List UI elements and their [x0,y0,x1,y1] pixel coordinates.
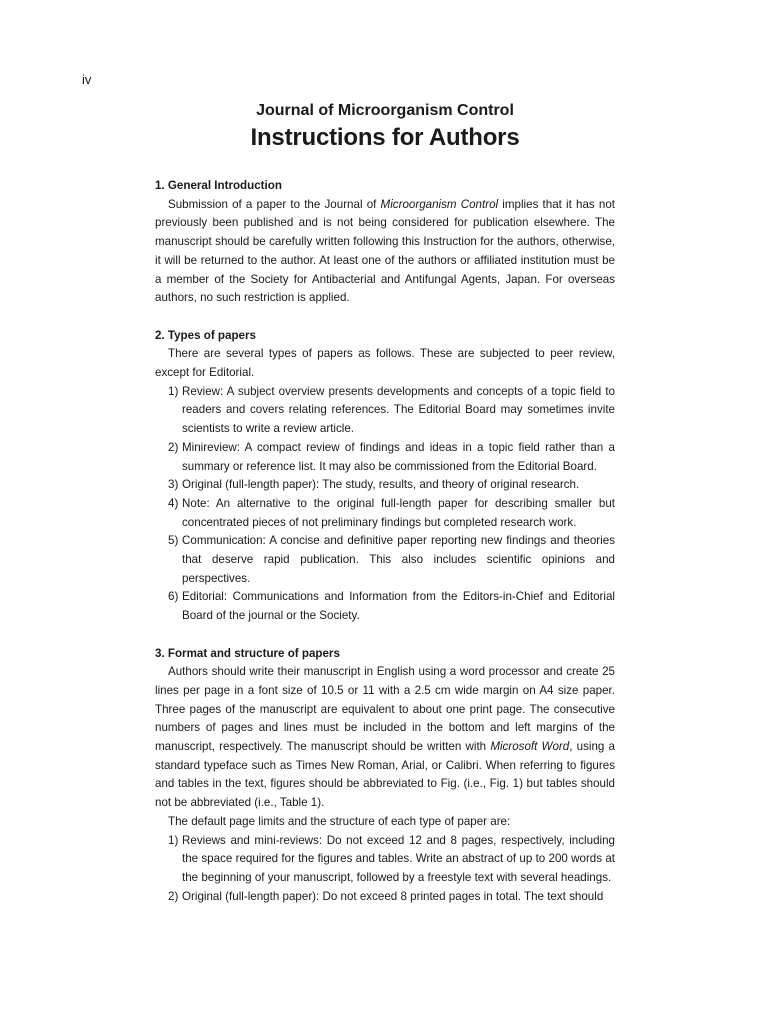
list-item [155,439,615,476]
list-number: 1) [168,384,179,398]
section-general-introduction [155,177,615,308]
list-number: 1) [168,833,179,847]
section-heading: 1. General Introduction [155,179,282,192]
list-text: Review: A subject overview presents developments and concepts of a topic field to readers and covers relating references. The Editorial Board may sometimes invite scientists to write a review article. [182,384,615,436]
section-format-and-structure [155,645,615,907]
list-item [155,383,615,439]
paragraph [155,663,615,813]
list-number: 6) [168,590,179,604]
paper-types-list [155,383,615,626]
text-run: implies that it has not previously been published and is not being considered for publication elsewhere. The manuscript should be carefully written following this Instruction for the authors, otherwise, it will be returned to the author. At least one of the authors or affiliated institution must be a member of the Society for Antibacterial and Antifungal Agents, Japan. For overseas authors, no such restriction is applied. [155,197,615,305]
section-types-of-papers [155,327,615,626]
list-item [155,532,615,588]
list-text: Editorial: Communications and Information from the Editors-in-Chief and Editorial Board of the journal or the Society. [182,590,615,623]
text-run: Authors should write their manuscript in English using a word processor and create 25 lines per page in a font size of 10.5 or 11 with a 2.5 cm wide margin on A4 size paper. Three pages of the manuscript are equivalent to about one print page. The consecutive numbers of pages and lines must be included in the bottom and left margins of the manuscript, respectively. The manuscript should be written with [155,665,615,754]
list-item [155,588,615,625]
list-number: 5) [168,534,179,548]
journal-name-italic: Microorganism Control [380,197,499,211]
journal-title: Journal of Microorganism Control [256,102,514,119]
paragraph: The default page limits and the structure of each type of paper are: [168,814,511,828]
document-body [155,177,615,906]
software-name-italic: Microsoft Word [490,740,570,754]
text-run: Submission of a paper to the Journal of [168,197,381,211]
list-item [155,476,615,495]
list-text: Communication: A concise and definitive paper reporting new findings and theories that deserve rapid publication. This also includes scientific opinions and perspectives. [182,534,615,585]
list-item [155,495,615,532]
list-item [155,832,615,888]
page-limits-list [155,832,615,907]
page-number: iv [82,72,92,87]
paragraph: There are several types of papers as follows. These are subjected to peer review, except for Editorial. [155,347,615,380]
page-title: Instructions for Authors [250,124,520,151]
section-heading: 2. Types of papers [155,328,256,342]
text-run: , using a standard typeface such as Times New Roman, Arial, or Calibri. When referring to figures and tables in the text, figures should be abbreviated to Fig. (i.e., Fig. 1) but tables should not be abbreviated (i.e., Table 1). [155,740,615,810]
list-text: Original (full-length paper): Do not exceed 8 printed pages in total. The text should [182,889,604,903]
list-number: 2) [168,889,179,903]
list-text: Minireview: A compact review of findings and ideas in a topic field rather than a summary or reference list. It may also be commissioned from the Editorial Board. [182,440,615,473]
list-number: 4) [168,496,179,510]
paragraph [155,196,615,308]
list-text: Reviews and mini-reviews: Do not exceed 12 and 8 pages, respectively, including the space required for the figures and tables. Write an abstract of up to 200 words at the beginning of your manuscript, followed by a freestyle text with several headings. [182,833,615,884]
list-text: Note: An alternative to the original full-length paper for describing smaller but concentrated pieces of not preliminary findings but completed research work. [182,496,615,529]
list-text: Original (full-length paper): The study, results, and theory of original research. [182,478,580,492]
list-number: 3) [168,478,179,492]
section-heading: 3. Format and structure of papers [155,646,340,660]
list-number: 2) [168,440,179,454]
list-item [155,888,615,907]
